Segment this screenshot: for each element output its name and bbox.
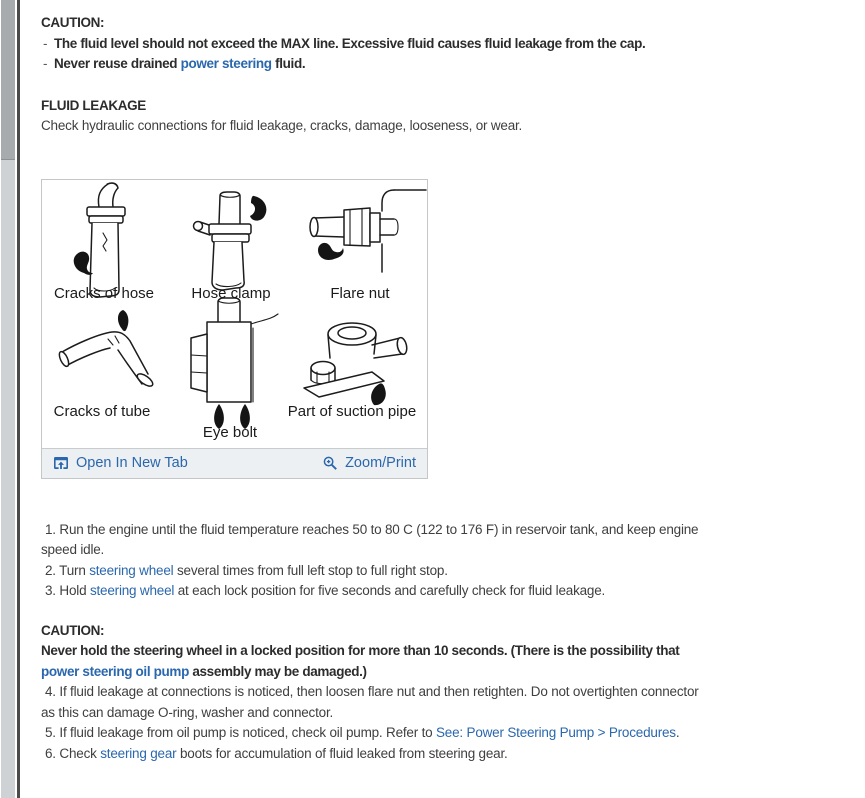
pane-splitter xyxy=(17,0,20,798)
step-1 xyxy=(41,520,705,561)
bullet-dash: - xyxy=(43,56,48,71)
article-content xyxy=(41,0,705,764)
caution-mid-heading: CAUTION: xyxy=(41,622,105,638)
vertical-scrollbar-thumb[interactable] xyxy=(1,0,15,160)
zoom-print-label: Zoom/Print xyxy=(345,454,416,471)
text-segment: 4. If fluid leakage at connections is noticed, then loosen flare nut and then retighten. Do not overtighten connector as this can damage O-ring, washer and connector. xyxy=(41,684,699,720)
figure-label-flare-nut: Flare nut xyxy=(330,284,390,302)
cracks-of-hose-diagram xyxy=(74,183,125,297)
text-segment: boots for accumulation of fluid leaked from steering gear. xyxy=(176,745,508,761)
fluid-leakage-heading: FLUID LEAKAGE xyxy=(41,97,146,113)
step-2 xyxy=(41,561,705,582)
inline-link[interactable]: See: Power Steering Pump > Procedures xyxy=(436,725,676,740)
zoom-magnifier-icon xyxy=(322,455,338,471)
caution-bullet-text xyxy=(54,54,305,75)
caution-top-heading: CAUTION: xyxy=(41,15,105,30)
vertical-scrollbar-track[interactable] xyxy=(1,0,15,798)
open-in-new-tab-icon xyxy=(53,455,69,471)
caution-bullet-row xyxy=(41,34,705,55)
figure-label-part-of-suction-pipe: Part of suction pipe xyxy=(287,402,417,420)
figure-label-cracks-of-hose: Cracks of hose xyxy=(53,284,155,302)
caution-bullet-text xyxy=(54,34,645,55)
inline-link[interactable]: steering wheel xyxy=(89,562,174,578)
text-segment: The fluid level should not exceed the MAX line. Excessive fluid causes fluid leakage from the cap. xyxy=(54,35,646,51)
text-segment: 1. Run the engine until the fluid temperature reaches 50 to 80 C (122 to 176 F) in reservoir tank, and keep engine speed idle. xyxy=(41,521,699,557)
eye-bolt-diagram xyxy=(191,298,278,429)
text-segment: 2. Turn xyxy=(45,562,90,578)
inline-link[interactable]: power steering xyxy=(180,56,272,71)
text-segment: 5. If fluid leakage from oil pump is noticed, check oil pump. Refer to xyxy=(45,725,436,740)
text-segment: Never hold the steering wheel in a locked position for more than 10 seconds. (There is the possibility that xyxy=(41,643,680,658)
figure-label-eye-bolt: Eye bolt xyxy=(202,423,258,441)
step-3 xyxy=(41,581,705,602)
figure-footer xyxy=(42,448,427,478)
text-segment: . xyxy=(675,725,680,740)
figure-label-cracks-of-tube: Cracks of tube xyxy=(53,402,151,420)
step-5 xyxy=(41,723,705,744)
text-segment: assembly may be damaged.) xyxy=(188,663,367,679)
text-segment: at each lock position for five seconds and carefully check for fluid leakage. xyxy=(174,583,606,598)
open-in-new-tab-label: Open In New Tab xyxy=(76,454,188,471)
step-4 xyxy=(41,682,705,723)
inline-link[interactable]: steering wheel xyxy=(89,583,175,598)
caution-bullet-row xyxy=(41,54,705,75)
inline-link[interactable]: steering gear xyxy=(100,745,177,761)
text-segment: several times from full left stop to full right stop. xyxy=(173,562,448,578)
cracks-of-tube-diagram xyxy=(57,310,154,388)
figure-label-hose-clamp: Hose clamp xyxy=(191,284,271,302)
step-6 xyxy=(41,744,705,765)
bullet-dash: - xyxy=(43,35,48,51)
caution-mid-text xyxy=(41,641,705,682)
part-of-suction-pipe-diagram xyxy=(304,323,408,405)
caution-mid-block xyxy=(41,621,705,683)
text-segment: 3. Hold xyxy=(45,583,90,598)
inline-link[interactable]: power steering oil pump xyxy=(41,663,189,679)
fluid-leakage-body: Check hydraulic connections for fluid leakage, cracks, damage, looseness, or wear. xyxy=(41,118,523,133)
text-segment: fluid. xyxy=(271,56,306,71)
leak-points-diagram-image[interactable] xyxy=(42,180,427,448)
figure-panel xyxy=(41,179,428,479)
open-in-new-tab-link[interactable] xyxy=(53,453,188,474)
text-segment: Never reuse drained xyxy=(54,56,181,71)
hose-clamp-diagram xyxy=(194,192,267,290)
procedure-steps-4-6 xyxy=(41,682,705,764)
procedure-steps-1-3 xyxy=(41,520,705,602)
text-segment: 6. Check xyxy=(45,745,101,761)
flare-nut-diagram xyxy=(310,190,426,272)
zoom-print-link[interactable] xyxy=(322,453,416,474)
